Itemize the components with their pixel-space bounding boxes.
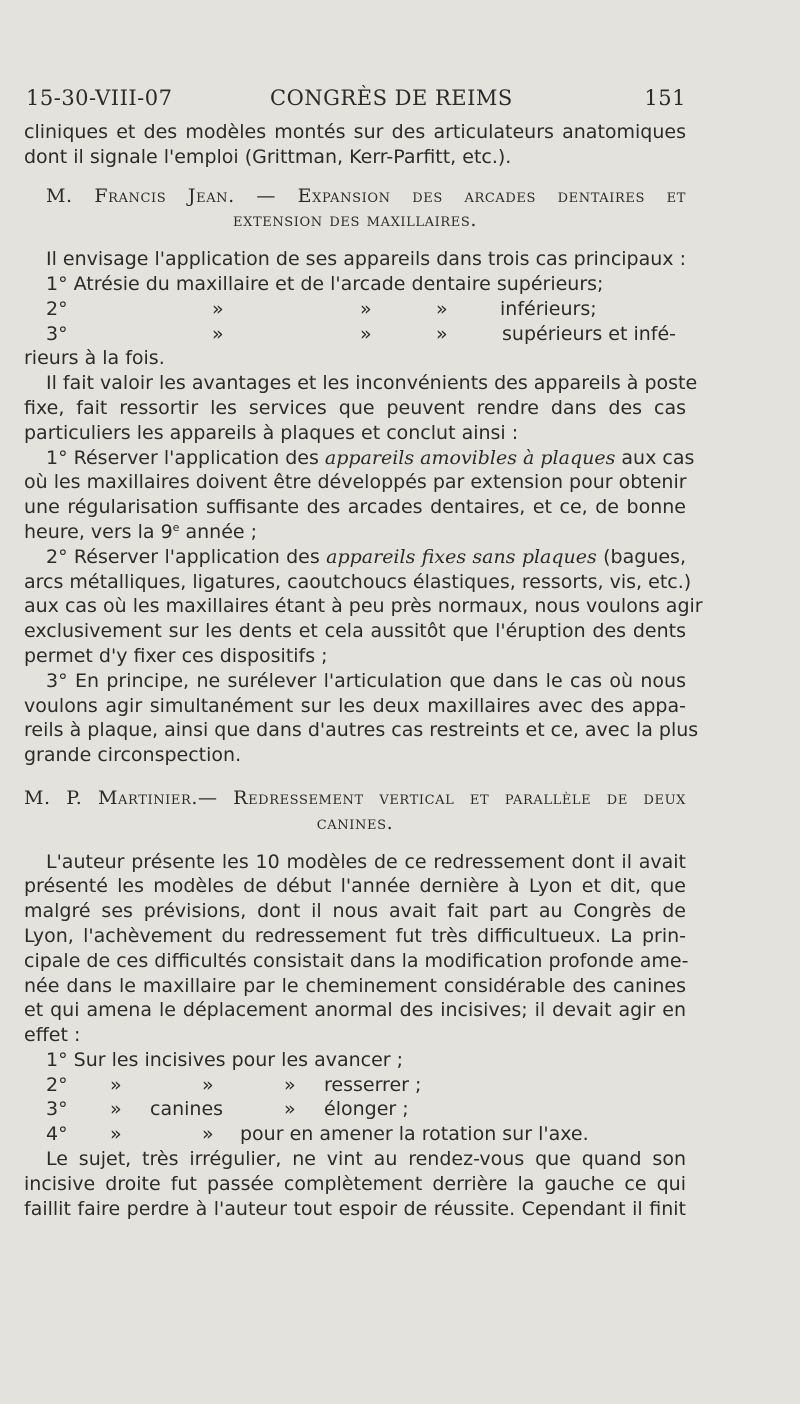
text-line: présenté les modèles de début l'année dernière à Lyon et dit, que — [24, 875, 686, 898]
list-item: 1° Sur les incisives pour les avancer ; — [46, 1048, 404, 1071]
text-line: voulons agir simultanément sur les deux maxillaires avec des appa- — [24, 694, 686, 717]
page-body — [24, 120, 703, 1221]
text-line: effet : — [24, 1024, 81, 1047]
text-line: née dans le maxillaire par le cheminement considérable des canines — [24, 974, 686, 997]
text-line: 2° Réserver l'application des appareils fixes sans plaques (bagues, — [46, 545, 686, 568]
text-line: dont il signale l'emploi (Grittman, Kerr-Parfitt, etc.). — [24, 145, 512, 168]
text-line: cliniques et des modèles montés sur des articulateurs anatomiques — [24, 121, 686, 143]
list-item: 1° Atrésie du maxillaire et de l'arcade dentaire supérieurs; — [46, 272, 604, 295]
text-line: où les maxillaires doivent être développés par extension pour obtenir — [24, 471, 687, 494]
text-line: permet d'y fixer ces dispositifs ; — [24, 644, 328, 667]
text-line: malgré ses prévisions, dont il nous avait fait part au Congrès de — [24, 900, 686, 923]
text-line: 3° En principe, ne surélever l'articulation que dans le cas où nous — [46, 669, 686, 692]
text-line: 1° Réserver l'application des appareils amovibles à plaques aux cas — [46, 446, 695, 469]
text-line: aux cas où les maxillaires étant à peu près normaux, nous voulons agir — [24, 595, 703, 618]
list-item-ditto: 4° » » pour en amener la rotation sur l'axe. — [46, 1123, 589, 1146]
text-line: Il envisage l'application de ses appareils dans trois cas principaux : — [46, 248, 686, 271]
text-line: Lyon, l'achèvement du redressement fut très difficultueux. La prin- — [24, 924, 686, 947]
text-line: grande circonspection. — [24, 744, 242, 767]
text-line: incisive droite fut passée complètement derrière la gauche ce qui — [24, 1172, 686, 1195]
text-line: particuliers les appareils à plaques et conclut ainsi : — [24, 421, 519, 444]
text-line: faillit faire perdre à l'auteur tout espoir de réussite. Cependant il finit — [24, 1197, 686, 1220]
header-date: 15-30-VIII-07 — [26, 86, 173, 110]
page-number: 151 — [644, 86, 686, 110]
running-header — [26, 86, 686, 116]
text-line: Il fait valoir les avantages et les inconvénients des appareils à poste — [46, 372, 698, 395]
text-line: cipale de ces difficultés consistait dans la modification profonde ame- — [24, 949, 689, 972]
list-item-ditto: 2° » » » inférieurs; — [46, 297, 597, 320]
text-line: et qui amena le déplacement anormal des incisives; il devait agir en — [24, 999, 686, 1022]
section-heading-martinier: M. P. Martinier.— Redressement vertical et parallèle de deux — [24, 786, 686, 809]
text-line: Le sujet, très irrégulier, ne vint au rendez-vous que quand son — [46, 1148, 686, 1171]
text-line: une régularisation suffisante des arcades dentaires, et ce, de bonne — [24, 496, 686, 519]
list-item-ditto: 3° » » » supérieurs et infé- — [46, 322, 676, 345]
list-item-ditto: 2° » » » resserrer ; — [46, 1073, 422, 1096]
text-line: arcs métalliques, ligatures, caoutchoucs élastiques, ressorts, vis, etc.) — [24, 570, 692, 593]
text-line: exclusivement sur les dents et cela aussitôt que l'éruption des dents — [24, 620, 686, 643]
text-line: heure, vers la 9e année ; — [24, 520, 258, 543]
header-title: CONGRÈS DE REIMS — [270, 86, 513, 110]
list-item-ditto: 3° » canines » élonger ; — [46, 1098, 409, 1121]
section-heading-jean: M. Francis Jean. — Expansion des arcades dentaires et — [46, 184, 686, 207]
text-line: fixe, fait ressortir les services que peuvent rendre dans des cas — [24, 396, 686, 419]
section-heading-martinier-cont: canines. — [316, 811, 394, 834]
text-line: rieurs à la fois. — [24, 347, 165, 370]
text-line: L'auteur présente les 10 modèles de ce redressement dont il avait — [46, 850, 686, 873]
section-heading-jean-cont: extension des maxillaires. — [233, 209, 477, 232]
text-line: reils à plaque, ainsi que dans d'autres cas restreints et ce, avec la plus — [24, 719, 699, 742]
